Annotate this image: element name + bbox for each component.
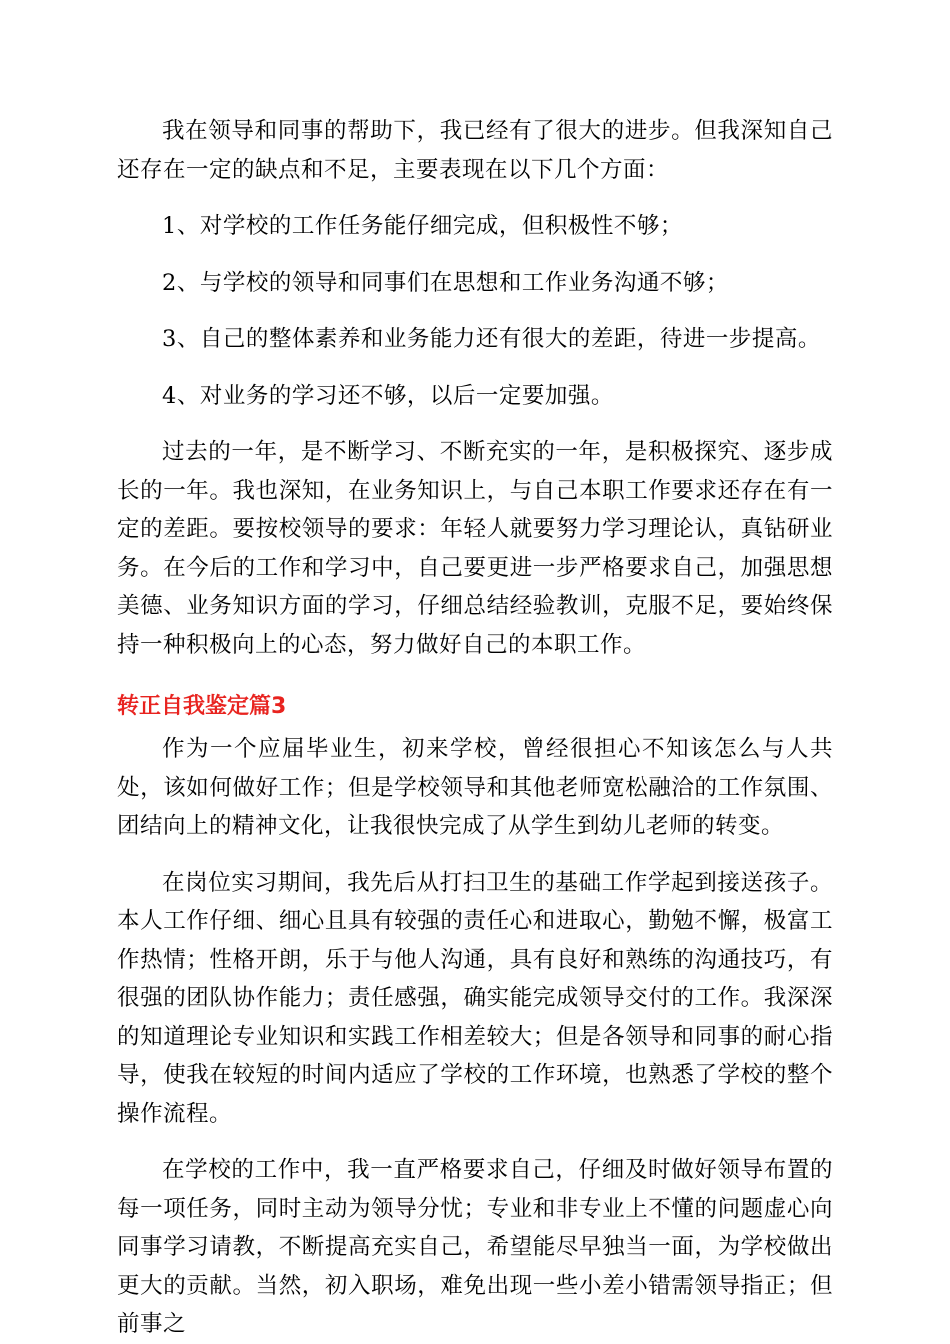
section-heading: 转正自我鉴定篇3: [117, 694, 287, 719]
list-item-3: 3、自己的整体素养和业务能力还有很大的差距，待进一步提高。: [162, 326, 821, 352]
paragraph-progress-intro: 我在领导和同事的帮助下，我已经有了很大的进步。但我深知自己还存在一定的缺点和不足，主要表现在以下几个方面：: [117, 118, 833, 183]
document-body: [117, 112, 833, 1344]
list-item-2: 2、与学校的领导和同事们在思想和工作业务沟通不够；: [162, 269, 729, 296]
paragraph-internship: 在岗位实习期间，我先后从打扫卫生的基础工作学起到接送孩子。本人工作仔细、细心且具有较强的责任心和进取心，勤勉不懈，极富工作热情；性格开朗，乐于与他人沟通，具有良好和熟练的沟通技巧，有很强的团队协作能力；责任感强，确实能完成领导交付的工作。我深深的知道理论专业知识和实践工作相差较大；但是各领导和同事的耐心指导，使我在较短的时间内适应了学校的工作环境，也熟悉了学校的整个操作流程。: [117, 869, 833, 1127]
paragraph-year-summary: 过去的一年，是不断学习、不断充实的一年，是积极探究、逐步成长的一年。我也深知，在业务知识上，与自己本职工作要求还存在有一定的差距。要按校领导的要求：年轻人就要努力学习理论认，真钻研业务。在今后的工作和学习中，自己要更进一步严格要求自己，加强思想美德、业务知识方面的学习，仔细总结经验教训，克服不足，要始终保持一种积极向上的心态，努力做好自己的本职工作。: [117, 439, 833, 658]
list-item-4: 4、对业务的学习还不够，以后一定要加强。: [162, 382, 614, 409]
paragraph-graduate-intro: 作为一个应届毕业生，初来学校，曾经很担心不知该怎么与人共处，该如何做好工作；但是学校领导和其他老师宽松融洽的工作氛围、团结向上的精神文化，让我很快完成了从学生到幼儿老师的转变。: [117, 736, 833, 839]
list-item-1: 1、对学校的工作任务能仔细完成，但积极性不够；: [162, 213, 683, 239]
paragraph-work-attitude: 在学校的工作中，我一直严格要求自己，仔细及时做好领导布置的每一项任务，同时主动为领导分忧；专业和非专业上不懂的问题虚心向同事学习请教，不断提高充实自己，希望能尽早独当一面，为学校做出更大的贡献。当然，初入职场，难免出现一些小差小错需领导指正；但前事之: [117, 1157, 833, 1337]
